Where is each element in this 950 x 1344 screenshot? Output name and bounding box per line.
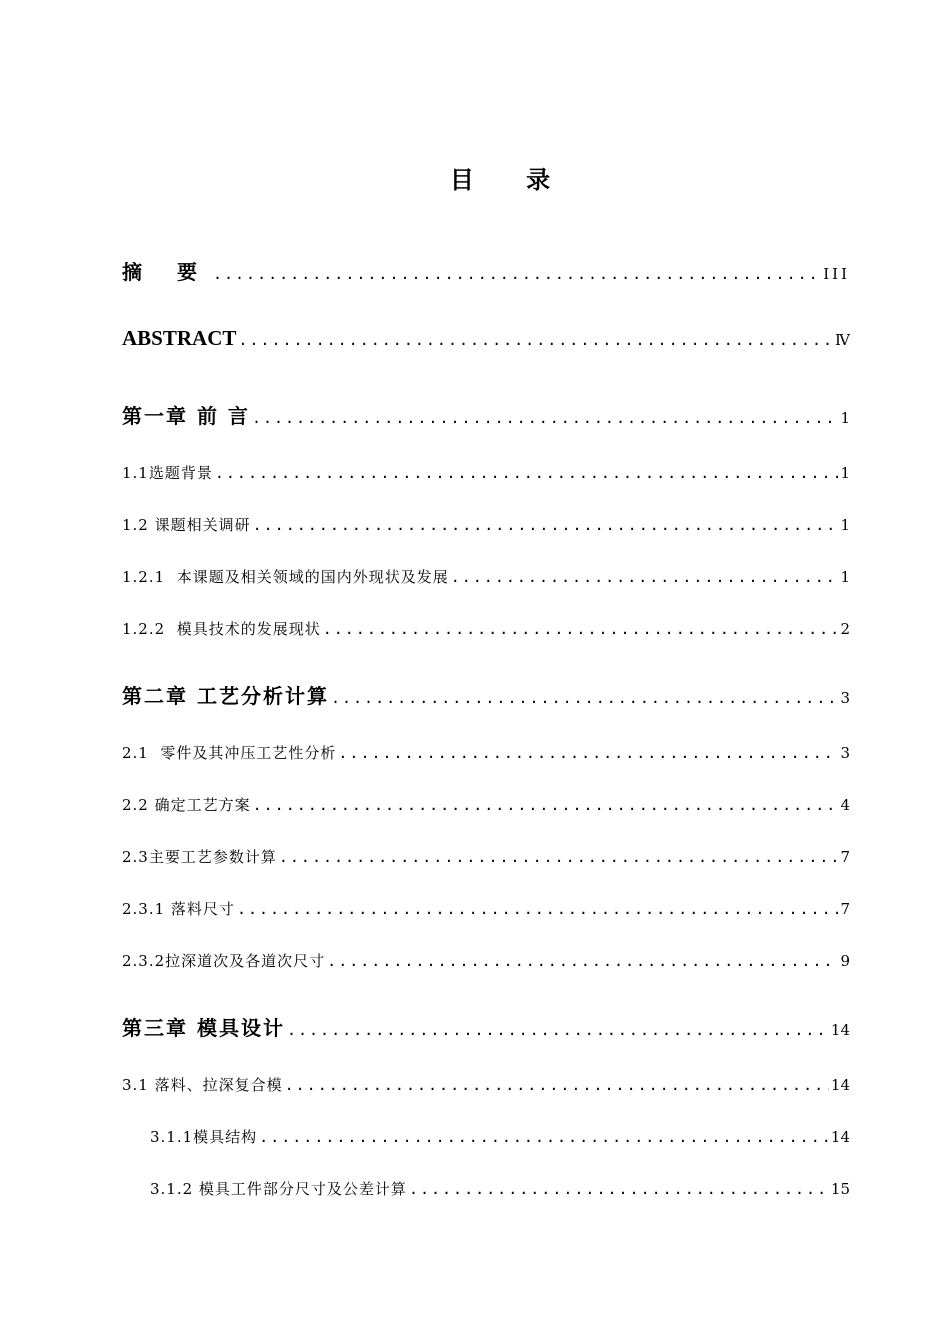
toc-entry-label: 2.3.1 落料尺寸 [122, 900, 235, 918]
toc-dot-leader [279, 848, 839, 866]
toc-entry-3-1[interactable] [122, 1074, 850, 1095]
toc-entry-page: 1 [840, 568, 850, 586]
toc-entry-label: 2.3.2拉深道次及各道次尺寸 [122, 952, 326, 970]
toc-dot-leader [215, 464, 839, 482]
toc-entry-label: ABSTRACT [122, 326, 237, 350]
toc-entry-page: 3 [840, 689, 850, 707]
toc-entry-label: 1.2 课题相关调研 [122, 516, 251, 534]
toc-entry-page: 14 [830, 1021, 850, 1039]
toc-dot-leader [338, 744, 838, 762]
toc-dot-leader [252, 409, 839, 427]
toc-entry-label: 1.1选题背景 [122, 464, 213, 482]
toc-entry-3-1-1[interactable] [150, 1126, 850, 1147]
toc-entry-label: 第二章 工艺分析计算 [122, 684, 329, 708]
toc-entry-1-2-1[interactable] [122, 566, 850, 587]
toc-entry-label: 2.3主要工艺参数计算 [122, 848, 277, 866]
toc-entry-label: 摘 要 [122, 260, 211, 284]
toc-dot-leader [253, 516, 839, 534]
toc-entry-page: 14 [830, 1076, 850, 1094]
toc-dot-leader [409, 1180, 829, 1198]
toc-dot-leader [323, 620, 839, 638]
toc-entry-label: 1.2.2 模具技术的发展现状 [122, 620, 321, 638]
toc-entry-page: 1 [840, 464, 850, 482]
toc-dot-leader [213, 265, 821, 283]
toc-entry-abstract-cn[interactable] [122, 256, 850, 285]
toc-entry-abstract-en[interactable] [122, 326, 850, 351]
toc-dot-leader [331, 689, 838, 707]
toc-entry-label: 3.1 落料、拉深复合模 [122, 1076, 283, 1094]
toc-entry-page: 14 [830, 1128, 850, 1146]
toc-entry-label: 2.1 零件及其冲压工艺性分析 [122, 744, 337, 762]
toc-dot-leader [238, 331, 833, 349]
toc-entry-2-3-2[interactable] [122, 950, 850, 971]
toc-entry-label: 2.2 确定工艺方案 [122, 796, 251, 814]
toc-entry-page: 3 [840, 744, 850, 762]
toc-entry-chapter-1[interactable] [122, 400, 850, 429]
toc-entry-label: 第三章 模具设计 [122, 1016, 285, 1040]
toc-entry-page: 9 [840, 952, 850, 970]
toc-entry-page: 7 [840, 848, 850, 866]
toc-entry-page: Ⅳ [835, 331, 850, 349]
toc-entry-page: 1 [840, 516, 850, 534]
toc-entry-label: 第一章 前 言 [122, 404, 250, 428]
toc-dot-leader [285, 1076, 829, 1094]
toc-entry-1-2-2[interactable] [122, 618, 850, 639]
toc-dot-leader [237, 900, 839, 918]
toc-dot-leader [327, 952, 838, 970]
toc-entry-chapter-2[interactable] [122, 680, 850, 709]
toc-entry-label: 1.2.1 本课题及相关领域的国内外现状及发展 [122, 568, 449, 586]
toc-dot-leader [259, 1128, 829, 1146]
toc-entry-page: 15 [830, 1180, 850, 1198]
toc-entry-2-3-1[interactable] [122, 898, 850, 919]
toc-entry-1-1[interactable] [122, 462, 850, 483]
toc-entry-label: 3.1.1模具结构 [150, 1128, 258, 1146]
toc-title: 目 录 [449, 166, 573, 194]
toc-dot-leader [253, 796, 839, 814]
toc-entry-chapter-3[interactable] [122, 1012, 850, 1041]
toc-dot-leader [451, 568, 839, 586]
toc-entry-2-2[interactable] [122, 794, 850, 815]
toc-entry-page: 7 [840, 900, 850, 918]
toc-entry-2-3[interactable] [122, 846, 850, 867]
toc-entry-1-2[interactable] [122, 514, 850, 535]
toc-dot-leader [287, 1021, 829, 1039]
toc-entry-page: 2 [840, 620, 850, 638]
toc-entry-page: III [823, 265, 850, 283]
toc-entry-page: 4 [840, 796, 850, 814]
toc-entry-3-1-2[interactable] [150, 1178, 850, 1199]
toc-entry-label: 3.1.2 模具工件部分尺寸及公差计算 [150, 1180, 407, 1198]
toc-entry-2-1[interactable] [122, 742, 850, 763]
toc-entry-page: 1 [840, 409, 850, 427]
